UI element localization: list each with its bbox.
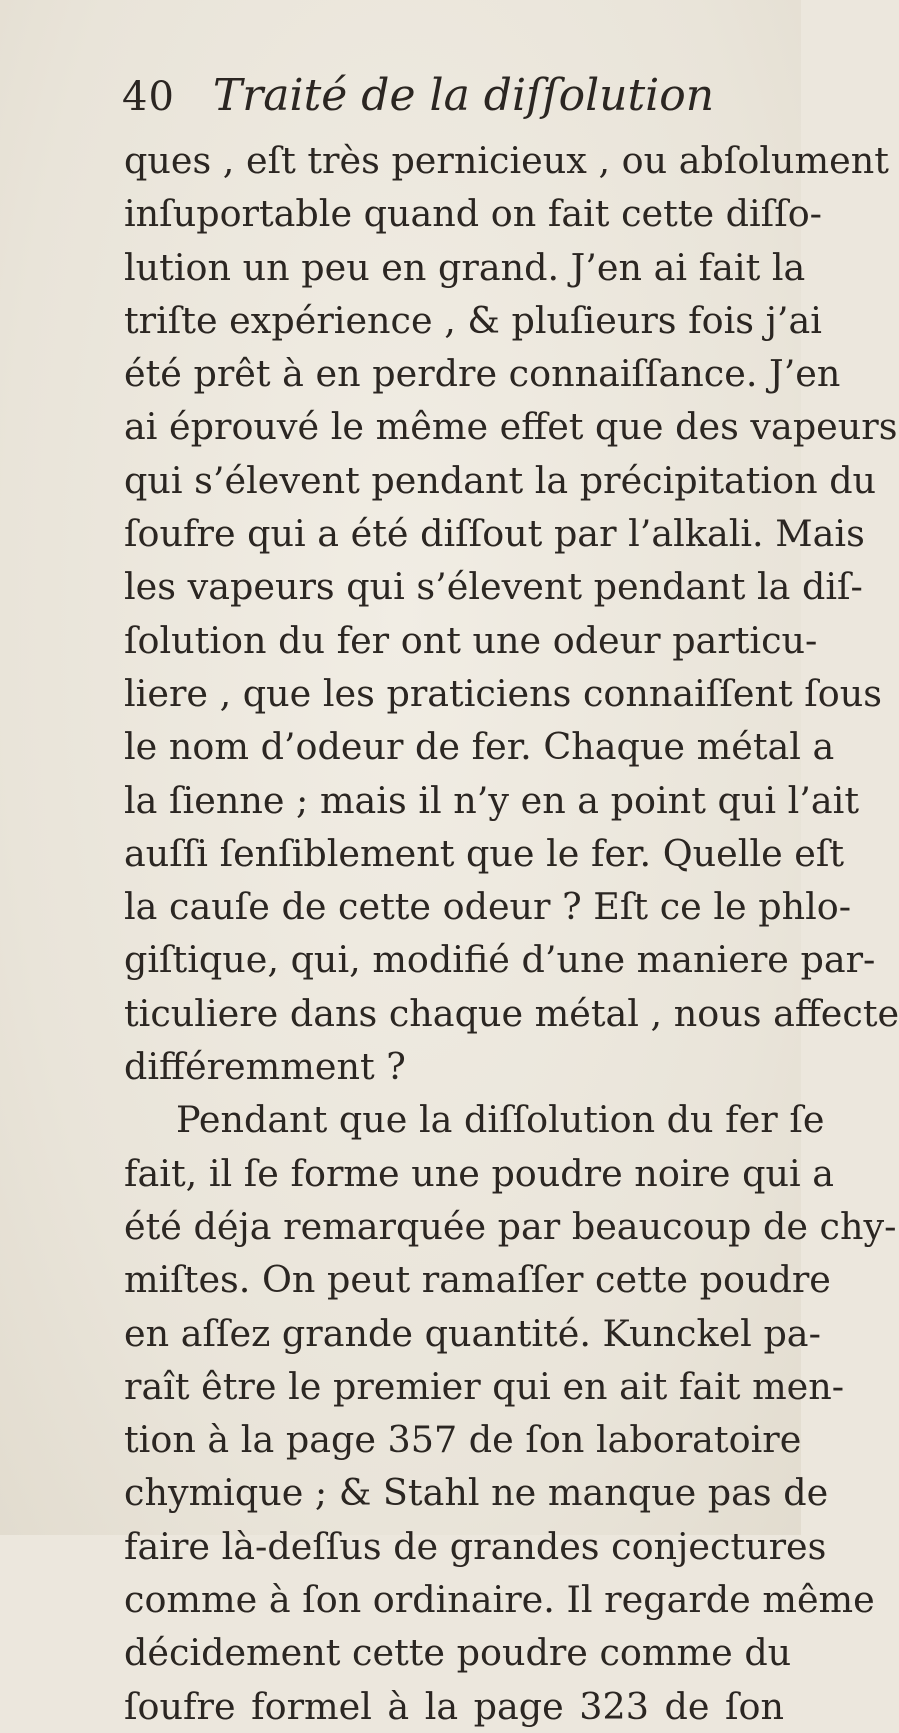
text-line: lution un peu en grand. J’en ai fait la (124, 245, 806, 289)
text-line: liere , que les praticiens connaiſſent ſous (124, 671, 882, 715)
text-line: fait, il ſe forme une poudre noire qui a (124, 1151, 835, 1195)
text-line: ſoufre qui a été diſſout par l’alkali. Mais (124, 512, 865, 556)
text-line: la cauſe de cette odeur ? Eſt ce le phlo- (124, 885, 852, 929)
text-line: ſolution du fer ont une odeur particu- (124, 618, 818, 662)
text-line: différemment ? (124, 1045, 406, 1089)
page-header (122, 70, 722, 130)
page-number: 40 (122, 74, 175, 120)
text-line: qui s’élevent pendant la précipitation du (124, 458, 877, 502)
text-line: triſte expérience , & pluſieurs fois j’ai (124, 298, 822, 342)
text-line: décidement cette poudre comme du (124, 1631, 792, 1675)
text-line: ques , eſt très pernicieux , ou abſolument (124, 139, 889, 182)
text-line: été déja remarquée par beaucoup de chy- (124, 1204, 897, 1248)
text-line: la ſienne ; mais il n’y en a point qui l’ait (124, 778, 859, 822)
text-line: inſuportable quand on fait cette diſſo- (124, 192, 823, 236)
text-line: tion à la page 357 de ſon laboratoire (124, 1418, 802, 1462)
text-line: ticuliere dans chaque métal , nous affecte (124, 991, 899, 1035)
body-text (124, 134, 899, 1733)
text-line: raît être le premier qui en ait fait men- (124, 1364, 845, 1408)
text-line: auſſi ſenſiblement que le fer. Quelle eſt (124, 831, 845, 875)
text-line: giſtique, qui, modifié d’une maniere par- (124, 938, 876, 982)
paragraph-start-line: Pendant que la diſſolution du fer ſe (176, 1098, 825, 1142)
text-line: comme à ſon ordinaire. Il regarde même (124, 1578, 875, 1622)
text-line: en aſſez grande quantité. Kunckel pa- (124, 1311, 821, 1355)
running-title: Traité de la diſſolution (212, 70, 715, 121)
text-line: faire là-deſſus de grandes conjectures (124, 1524, 827, 1568)
text-line: chymique ; & Stahl ne manque pas de (124, 1471, 829, 1515)
text-line: ai éprouvé le même effet que des vapeurs (124, 405, 898, 449)
text-line: miſtes. On peut ramaſſer cette poudre (124, 1258, 831, 1302)
text-line: les vapeurs qui s’élevent pendant la diſ- (124, 565, 863, 609)
text-line: ſoufre formel à la page 323 de ſon (124, 1684, 784, 1728)
text-line: été prêt à en perdre connaiſſance. J’en (124, 352, 841, 396)
text-line: le nom d’odeur de fer. Chaque métal a (124, 725, 835, 769)
